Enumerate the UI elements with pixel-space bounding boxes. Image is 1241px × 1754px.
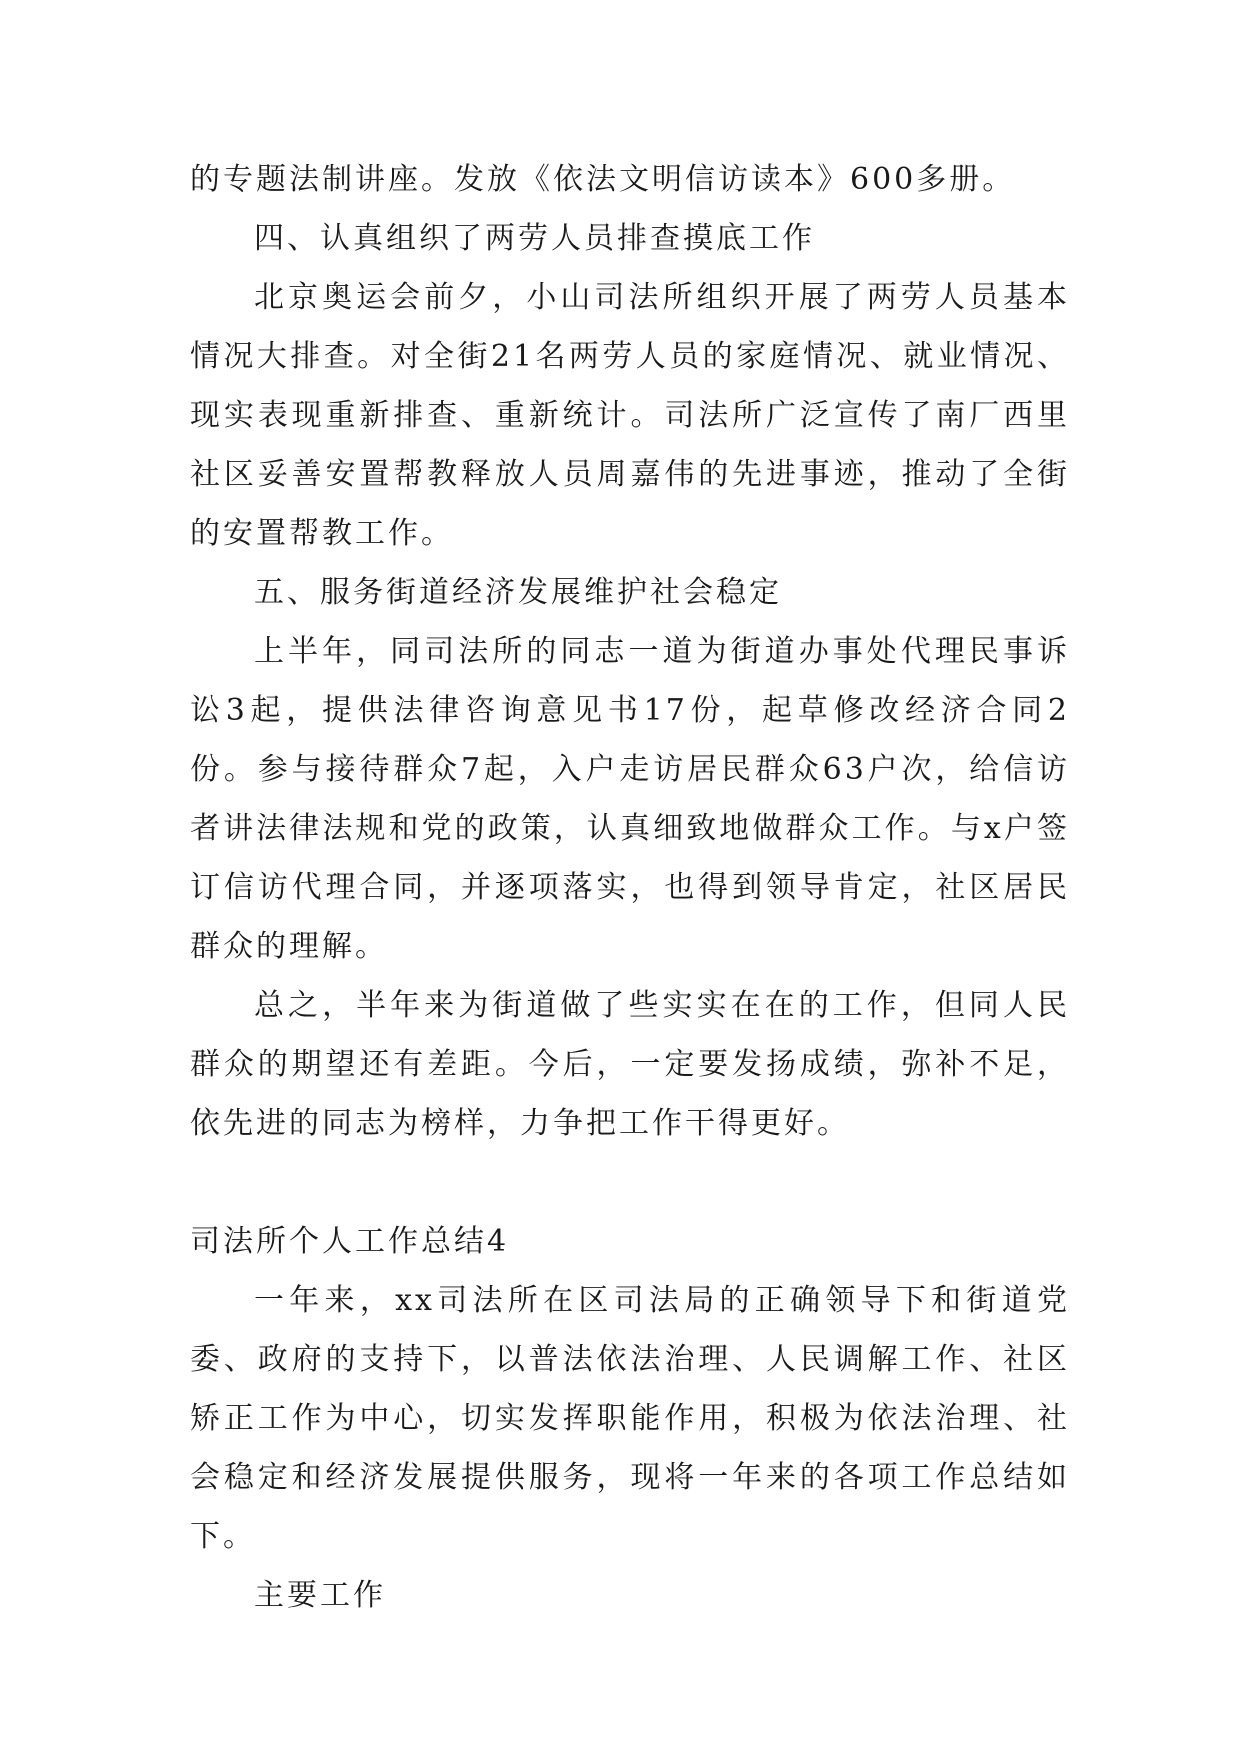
body-paragraph: 上半年，同司法所的同志一道为街道办事处代理民事诉讼3起，提供法律咨询意见书17份，起草修改经济合同2份。参与接待群众7起，入户走访居民群众63户次，给信访者讲法律法规和党的政策，认真细致地做群众工作。与x户签订信访代理合同，并逐项落实，也得到领导肯定，社区居民群众的理解。 bbox=[190, 634, 1070, 964]
body-paragraph: 总之，半年来为街道做了些实实在在的工作，但同人民群众的期望还有差距。今后，一定要发扬成绩，弥补不足，依先进的同志为榜样，力争把工作干得更好。 bbox=[190, 988, 1070, 1141]
subsection-heading: 主要工作 bbox=[254, 1578, 386, 1613]
document-section-title: 司法所个人工作总结4 bbox=[190, 1224, 510, 1259]
body-paragraph: 北京奥运会前夕，小山司法所组织开展了两劳人员基本情况大排查。对全街21名两劳人员的家庭情况、就业情况、现实表现重新排查、重新统计。司法所广泛宣传了南厂西里社区妥善安置帮教释放人员周嘉伟的先进事迹，推动了全街的安置帮教工作。 bbox=[190, 280, 1070, 551]
section-heading-five: 五、服务街道经济发展维护社会稳定 bbox=[254, 575, 782, 610]
document-body bbox=[190, 150, 1070, 1625]
continuation-paragraph: 的专题法制讲座。发放《依法文明信访读本》600多册。 bbox=[190, 162, 1016, 197]
section-heading-four: 四、认真组织了两劳人员排查摸底工作 bbox=[254, 221, 815, 256]
body-paragraph: 一年来，xx司法所在区司法局的正确领导下和街道党委、政府的支持下，以普法依法治理、人民调解工作、社区矫正工作为中心，切实发挥职能作用，积极为依法治理、社会稳定和经济发展提供服务，现将一年来的各项工作总结如下。 bbox=[190, 1283, 1070, 1554]
